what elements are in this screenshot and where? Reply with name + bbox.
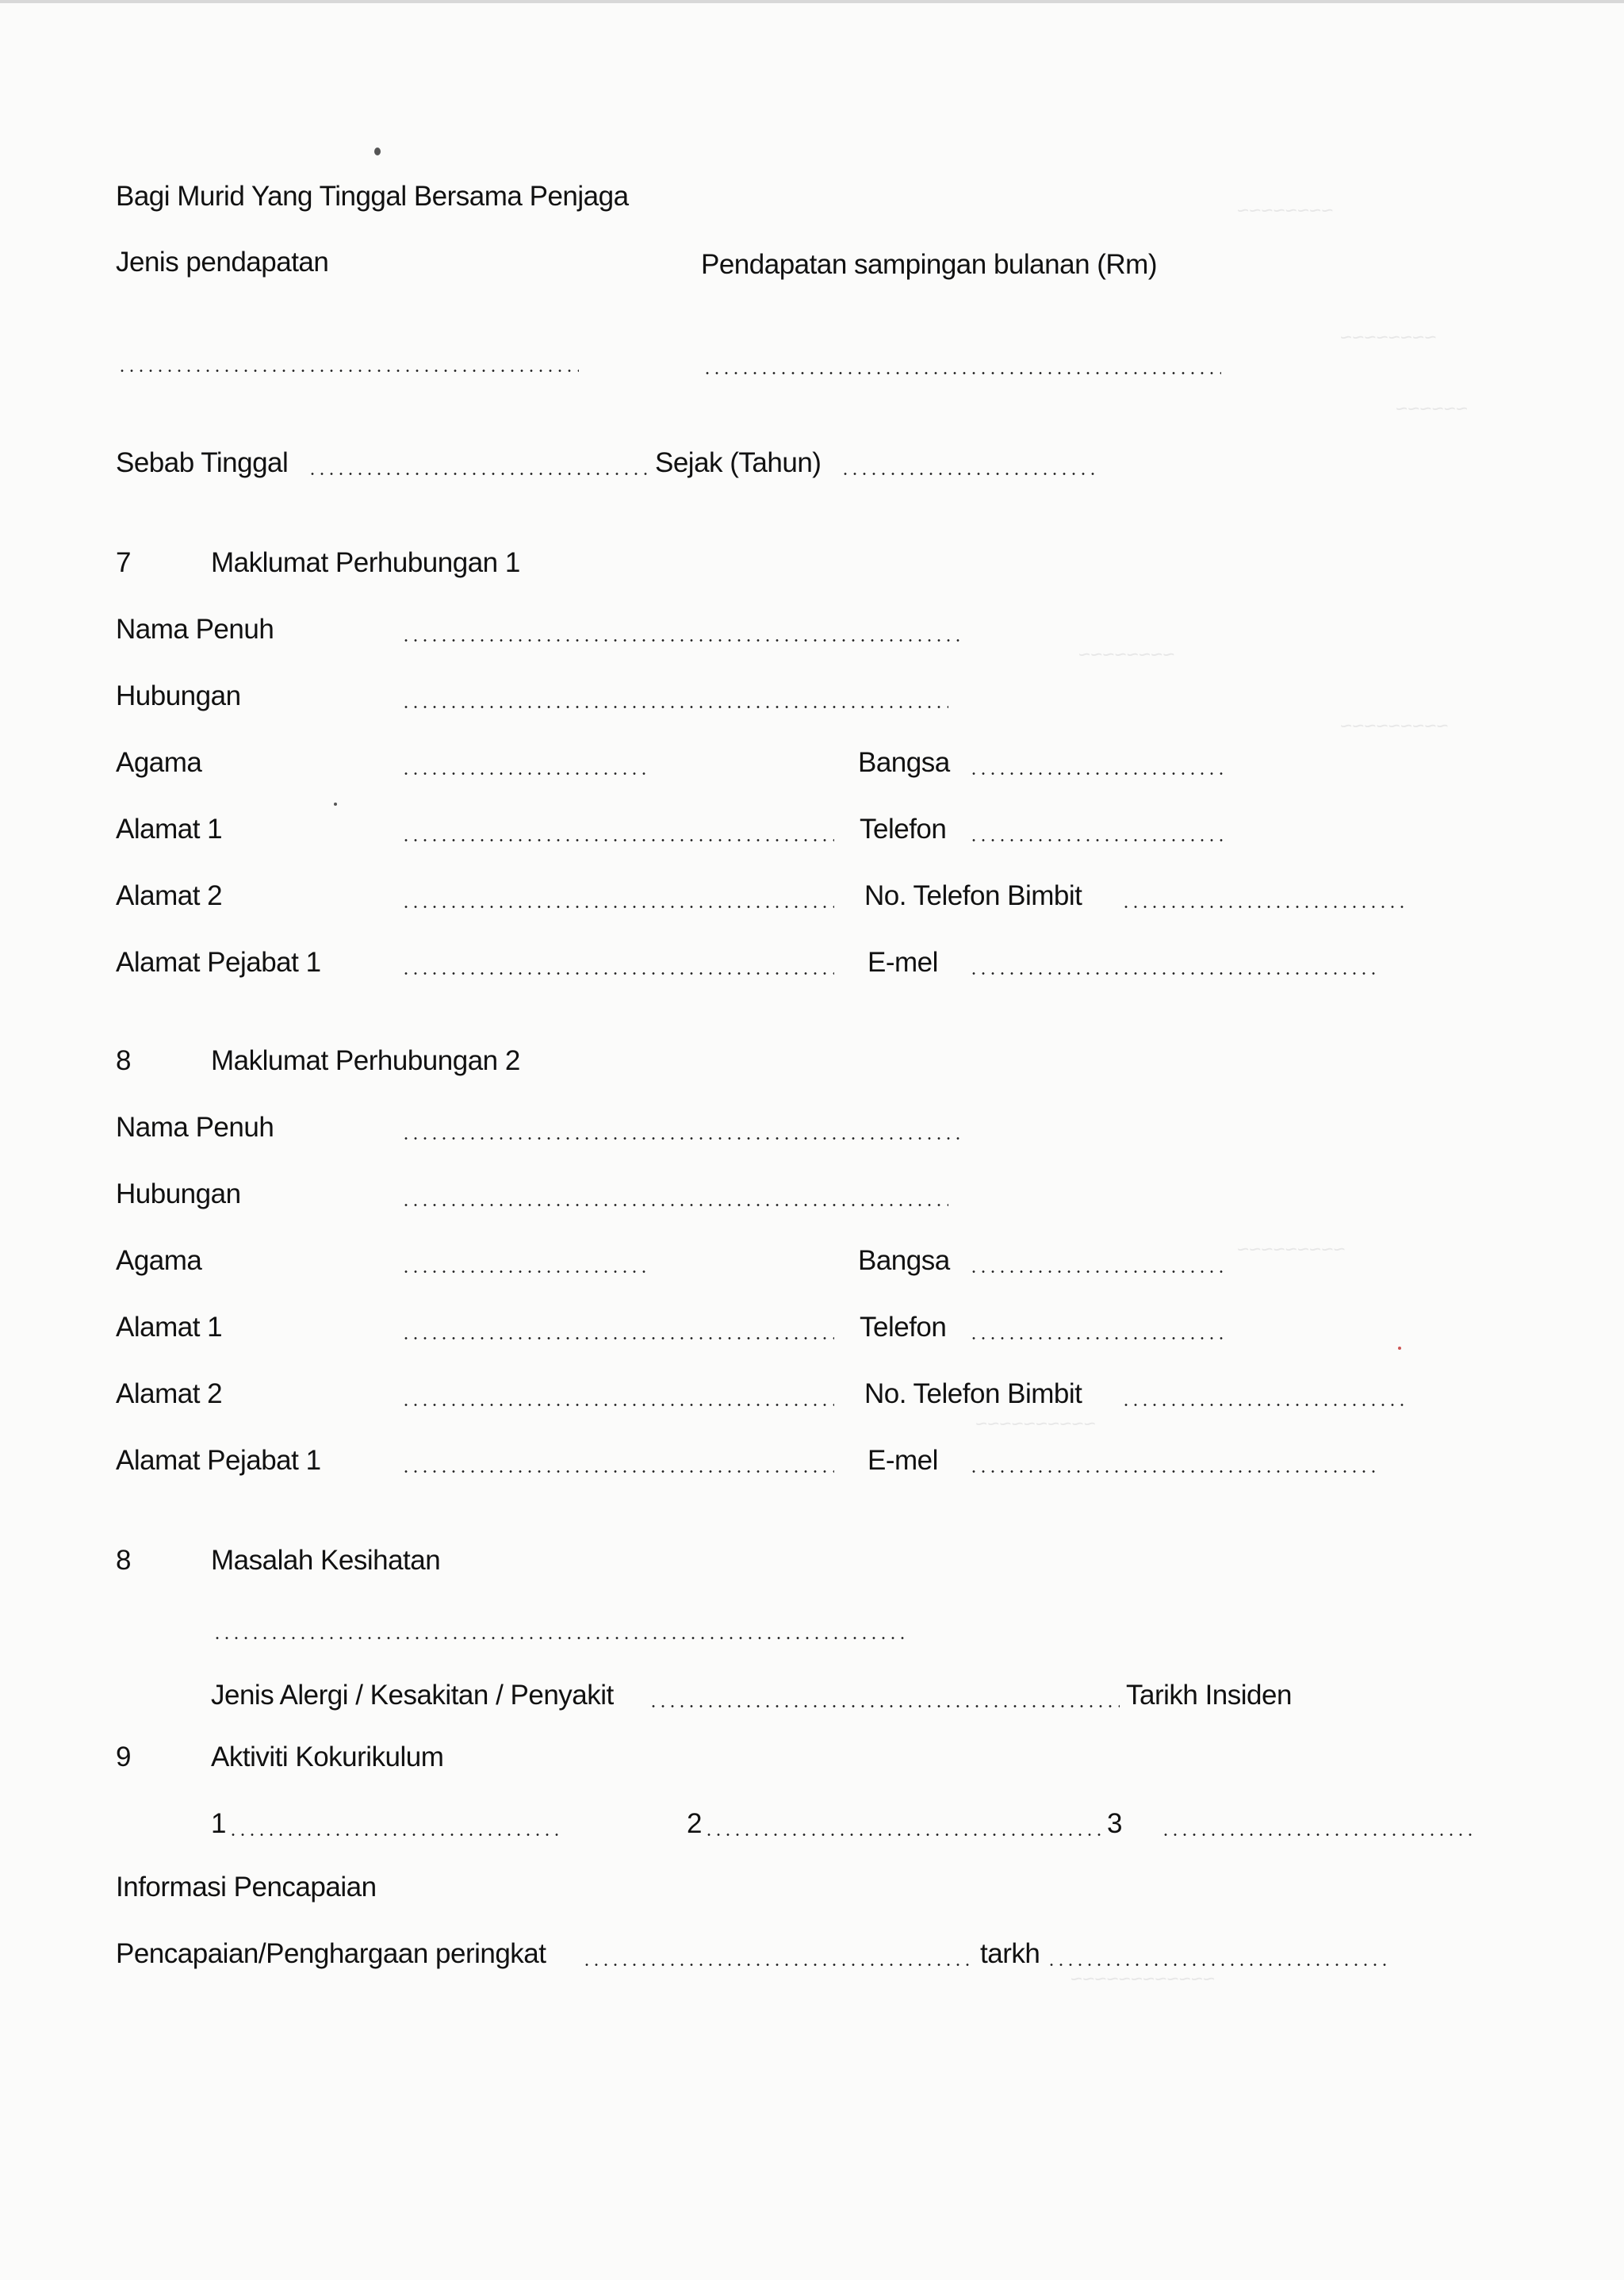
income-type-field[interactable] — [117, 370, 579, 372]
since-field[interactable] — [841, 473, 1094, 475]
address2-field[interactable] — [401, 906, 834, 908]
address2-label: Alamat 2 — [116, 1378, 223, 1409]
phone-field[interactable] — [969, 839, 1228, 841]
health-title: Masalah Kesihatan — [211, 1545, 441, 1576]
email-label: E-mel — [868, 947, 938, 978]
phone-field[interactable] — [969, 1337, 1228, 1339]
race-field[interactable] — [969, 772, 1228, 775]
section-number: 7 — [116, 547, 131, 578]
office-address-label: Alamat Pejabat 1 — [116, 1445, 321, 1476]
race-field[interactable] — [969, 1270, 1228, 1273]
health-field[interactable] — [213, 1637, 904, 1639]
activity1-label: 1 — [211, 1808, 226, 1839]
achievement-date-field[interactable] — [1047, 1964, 1391, 1966]
email-label: E-mel — [868, 1445, 938, 1476]
full-name-label: Nama Penuh — [116, 614, 274, 645]
allergy-field[interactable] — [649, 1705, 1120, 1707]
page-edge — [0, 0, 1624, 3]
office-address-label: Alamat Pejabat 1 — [116, 947, 321, 978]
race-label: Bangsa — [858, 1245, 950, 1276]
religion-field[interactable] — [401, 772, 649, 775]
relation-field[interactable] — [401, 1204, 948, 1206]
email-field[interactable] — [969, 1470, 1375, 1473]
contact1-title: Maklumat Perhubungan 1 — [211, 547, 520, 578]
address2-label: Alamat 2 — [116, 880, 223, 911]
address1-label: Alamat 1 — [116, 1312, 223, 1343]
side-income-field[interactable] — [703, 372, 1221, 374]
full-name-field[interactable] — [401, 1137, 966, 1140]
activity1-field[interactable] — [228, 1834, 563, 1836]
income-type-label: Jenis pendapatan — [116, 247, 329, 278]
mobile-label: No. Telefon Bimbit — [864, 1378, 1082, 1409]
relation-label: Hubungan — [116, 1178, 241, 1209]
section-number: 9 — [116, 1742, 131, 1772]
ink-speck — [1398, 1347, 1401, 1350]
address1-label: Alamat 1 — [116, 814, 223, 845]
activity2-field[interactable] — [704, 1834, 1101, 1836]
incident-date-label: Tarikh Insiden — [1126, 1680, 1292, 1711]
phone-label: Telefon — [860, 1312, 947, 1343]
religion-label: Agama — [116, 747, 202, 778]
office-address-field[interactable] — [401, 972, 834, 975]
phone-label: Telefon — [860, 814, 947, 845]
relation-field[interactable] — [401, 706, 948, 708]
mobile-label: No. Telefon Bimbit — [864, 880, 1082, 911]
office-address-field[interactable] — [401, 1470, 834, 1473]
relation-label: Hubungan — [116, 680, 241, 711]
address1-field[interactable] — [401, 839, 834, 841]
ink-speck — [374, 148, 381, 155]
race-label: Bangsa — [858, 747, 950, 778]
achievement-level-field[interactable] — [582, 1964, 974, 1966]
achievement-heading: Informasi Pencapaian — [116, 1872, 377, 1903]
contact2-title: Maklumat Perhubungan 2 — [211, 1045, 520, 1076]
since-label: Sejak (Tahun) — [655, 447, 822, 478]
full-name-label: Nama Penuh — [116, 1112, 274, 1143]
achievement-date-label: tarkh — [980, 1938, 1040, 1969]
achievement-level-label: Pencapaian/Penghargaan peringkat — [116, 1938, 546, 1969]
mobile-field[interactable] — [1121, 1404, 1405, 1406]
address1-field[interactable] — [401, 1337, 834, 1339]
reason-label: Sebab Tinggal — [116, 447, 289, 478]
religion-field[interactable] — [401, 1270, 649, 1273]
section-number: 8 — [116, 1545, 131, 1576]
activity2-label: 2 — [687, 1808, 702, 1839]
religion-label: Agama — [116, 1245, 202, 1276]
address2-field[interactable] — [401, 1404, 834, 1406]
email-field[interactable] — [969, 972, 1375, 975]
activity3-field[interactable] — [1161, 1834, 1478, 1836]
side-income-label: Pendapatan sampingan bulanan (Rm) — [701, 249, 1157, 280]
reason-field[interactable] — [308, 473, 649, 475]
mobile-field[interactable] — [1121, 906, 1405, 908]
guardian-heading: Bagi Murid Yang Tinggal Bersama Penjaga — [116, 181, 629, 212]
allergy-label: Jenis Alergi / Kesakitan / Penyakit — [211, 1680, 614, 1711]
section-number: 8 — [116, 1045, 131, 1076]
full-name-field[interactable] — [401, 639, 966, 642]
activity3-label: 3 — [1107, 1808, 1122, 1839]
cocurricular-title: Aktiviti Kokurikulum — [211, 1742, 444, 1772]
ink-speck — [334, 803, 337, 806]
